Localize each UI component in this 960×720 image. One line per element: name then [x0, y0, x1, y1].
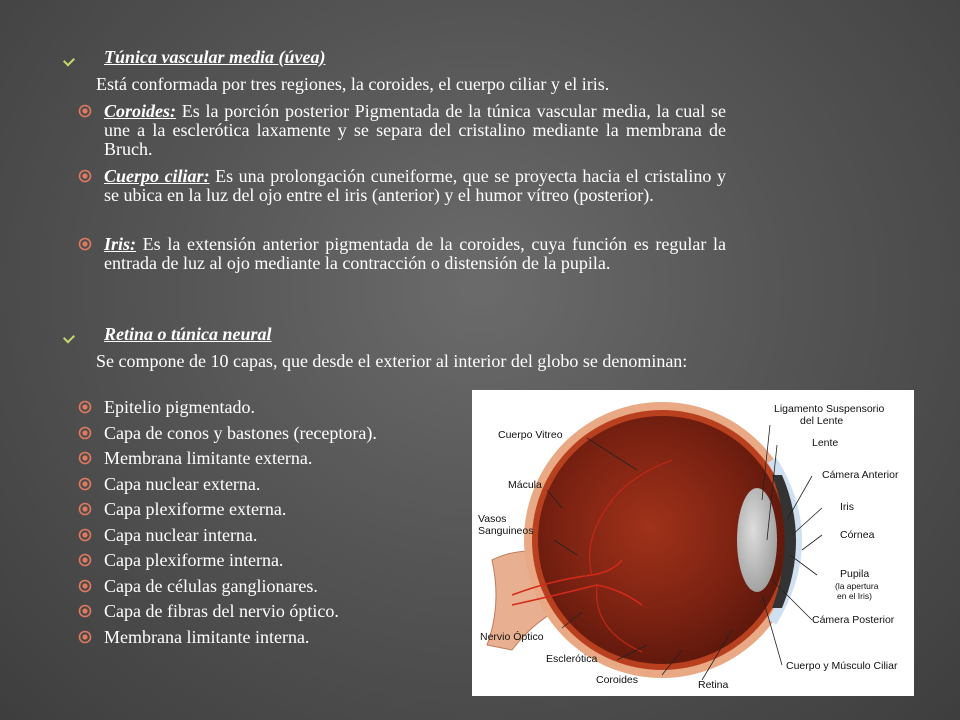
coroides-term: Coroides:	[104, 101, 176, 121]
label-lente: Lente	[812, 437, 839, 449]
label-ligamento: Ligamento Suspensorio	[774, 403, 885, 415]
bullet-icon	[78, 169, 92, 183]
bullet-icon	[78, 528, 92, 542]
label-camara-anterior: Cámera Anterior	[822, 469, 899, 481]
label-retina: Retina	[698, 679, 729, 691]
label-cornea: Córnea	[840, 529, 875, 541]
cuerpo-ciliar-text: Es una prolongación cuneiforme, que se proyecta hacia el cristalino y se ubica en la luz del ojo entre el iris (anterior) y el humor vítreo (posterior).	[104, 166, 726, 205]
label-esclerotica: Esclerótica	[546, 653, 598, 665]
label-cuerpo-musculo: Cuerpo y Músculo Ciliar	[786, 660, 898, 672]
retina-layer-item: Capa de conos y bastones (receptora).	[104, 422, 377, 443]
retina-heading: Retina o túnica neural	[104, 324, 272, 344]
bullet-icon	[78, 477, 92, 491]
bullet-icon	[78, 630, 92, 644]
retina-layer-item: Membrana limitante interna.	[104, 626, 310, 647]
retina-layer-item: Capa nuclear externa.	[104, 473, 261, 494]
coroides-paragraph	[104, 102, 726, 159]
bullet-icon	[78, 502, 92, 516]
label-pupila-sub2: en el Iris)	[837, 591, 872, 601]
bullet-icon	[78, 104, 92, 118]
cuerpo-ciliar-term: Cuerpo ciliar:	[104, 166, 210, 186]
uvea-intro: Está conformada por tres regiones, la coroides, el cuerpo ciliar y el iris.	[96, 74, 610, 94]
check-icon	[63, 331, 75, 343]
bullet-icon	[78, 451, 92, 465]
retina-layer-item: Capa plexiforme interna.	[104, 550, 284, 570]
bullet-icon	[78, 553, 92, 567]
uvea-heading: Túnica vascular media (úvea)	[104, 47, 326, 67]
bullet-icon	[78, 237, 92, 251]
retina-intro: Se compone de 10 capas, que desde el exterior al interior del globo se denominan:	[96, 351, 688, 371]
label-ligamento-2: del Lente	[800, 415, 844, 427]
retina-layer-item: Capa plexiforme externa.	[104, 499, 287, 519]
retina-layer-item: Epitelio pigmentado.	[104, 397, 255, 417]
label-coroides: Coroides	[596, 674, 639, 686]
coroides-text: Es la porción posterior Pigmentada de la túnica vascular media, la cual se une a la esclerótica laxamente y se separa del cristalino mediante la membrana de Bruch.	[104, 101, 726, 159]
bullet-icon	[78, 604, 92, 618]
retina-layer-item: Capa de células ganglionares.	[104, 575, 318, 596]
retina-layer-item: Capa de fibras del nervio óptico.	[104, 601, 339, 621]
eye-anatomy-figure	[472, 390, 914, 696]
bullet-icon	[78, 579, 92, 593]
iris-text: Es la extensión anterior pigmentada de la coroides, cuya función es regular la entrada de luz al ojo mediante la contracción o distensión de la pupila.	[104, 234, 726, 273]
check-icon	[63, 54, 75, 66]
iris-term: Iris:	[104, 234, 137, 254]
bullet-icon	[78, 426, 92, 440]
label-iris: Iris	[840, 501, 854, 513]
label-pupila: Pupila	[840, 568, 870, 580]
retina-layer-item: Capa nuclear interna.	[104, 524, 258, 545]
label-vasos-2: Sanguineos	[478, 525, 534, 537]
label-nervio: Nervio Óptico	[480, 631, 544, 643]
eye-diagram	[472, 390, 914, 696]
iris-paragraph	[104, 235, 726, 273]
label-macula: Mácula	[508, 479, 542, 491]
cuerpo-ciliar-paragraph	[104, 167, 726, 205]
label-vasos-1: Vasos	[478, 513, 507, 525]
retina-layer-item: Membrana limitante externa.	[104, 448, 313, 468]
bullet-icon	[78, 400, 92, 414]
label-pupila-sub1: (la apertura	[835, 581, 879, 591]
label-vitreo: Cuerpo Vitreo	[498, 429, 563, 441]
label-camara-posterior: Cámera Posterior	[812, 614, 895, 626]
